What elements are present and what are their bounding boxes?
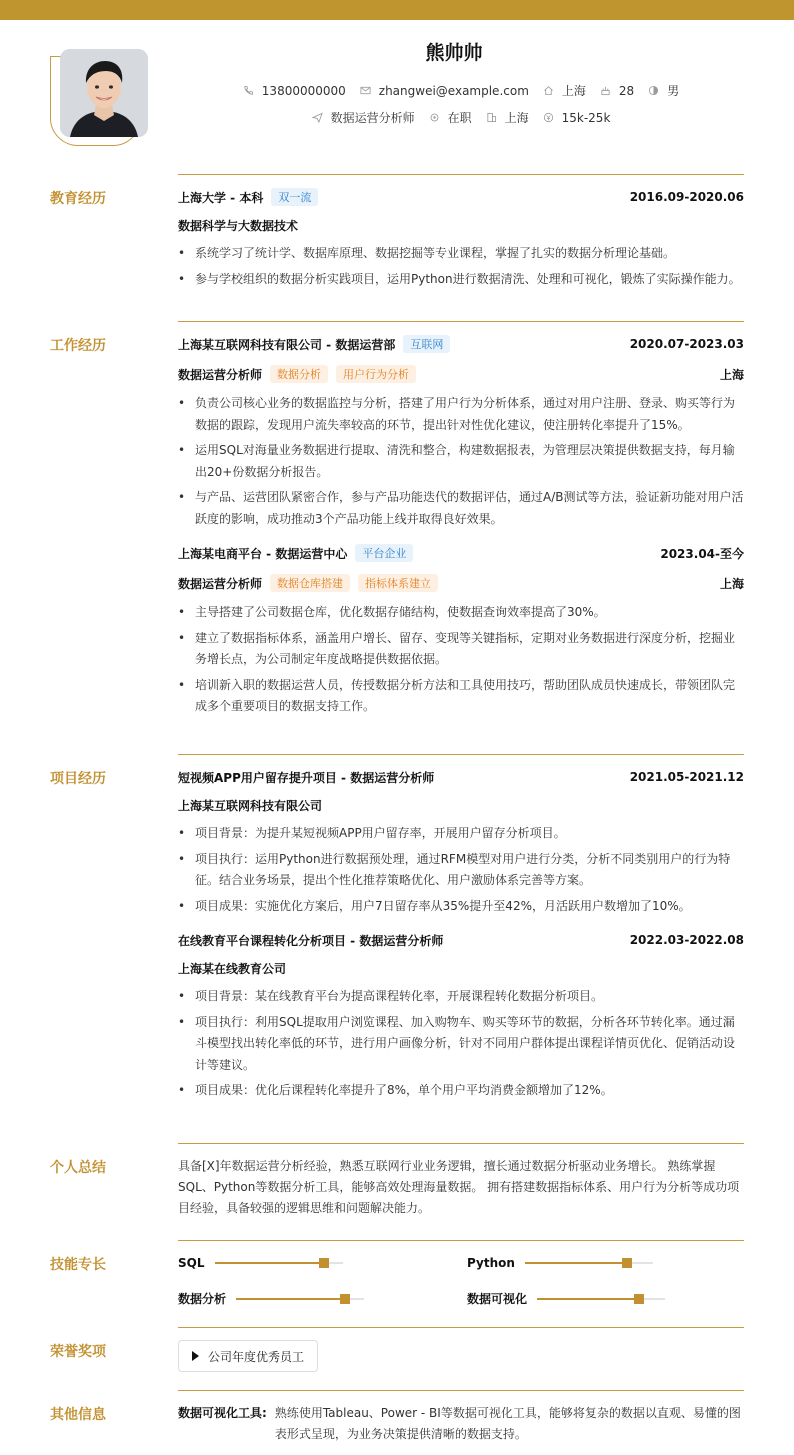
status-text: 在职 xyxy=(447,111,472,125)
list-item: • 与产品、运营团队紧密合作，参与产品功能迭代的数据评估，通过A/B测试等方法，验证新功能对用户活跃度的影响，成功推动3个产品功能上线并取得良好效果。 xyxy=(178,487,744,530)
skill-bar-knob xyxy=(634,1294,644,1304)
section-title: 其他信息 xyxy=(50,1407,106,1423)
skill-item xyxy=(467,1256,653,1270)
skill-bar-fill xyxy=(236,1298,345,1300)
skill-bar-fill xyxy=(537,1298,639,1300)
company-tag: 互联网 xyxy=(403,335,450,353)
position-item xyxy=(312,109,415,126)
section-title: 工作经历 xyxy=(50,338,106,354)
job-header xyxy=(178,543,744,563)
skill-name: SQL xyxy=(178,1256,205,1270)
list-item: • 项目背景：某在线教育平台为提高课程转化率，开展课程转化数据分析项目。 xyxy=(178,986,744,1008)
section-divider xyxy=(178,174,744,175)
skill-bar xyxy=(537,1298,665,1300)
skill-bar-fill xyxy=(525,1262,627,1264)
section-divider xyxy=(178,1390,744,1391)
job-location: 上海 xyxy=(719,367,744,382)
email-item xyxy=(360,84,529,98)
education-period: 2016.09-2020.06 xyxy=(629,190,744,204)
list-item: • 项目执行：利用SQL提取用户浏览课程、加入购物车、购买等环节的数据，分析各环节转化率。通过漏斗模型找出转化率低的环节，进行用户画像分析，针对不同用户群体提出课程详情页优化、促销活动设计等建议。 xyxy=(178,1012,744,1077)
phone-item xyxy=(243,84,346,98)
company-name: 上海某电商平台 - 数据运营中心 xyxy=(178,546,348,561)
education-bullets xyxy=(178,243,744,290)
school-tag: 双一流 xyxy=(271,188,318,206)
project-company: 上海某在线教育公司 xyxy=(178,962,287,976)
candidate-name: 熊帅帅 xyxy=(425,42,483,64)
other-info-item xyxy=(178,1403,744,1445)
role-row xyxy=(178,364,744,384)
skill-bar xyxy=(236,1298,364,1300)
project-period: 2021.05-2021.12 xyxy=(629,770,744,784)
list-item: • 建立了数据指标体系，涵盖用户增长、留存、变现等关键指标，定期对业务数据进行深度分析，挖掘业务增长点，为公司制定年度战略提供数据依据。 xyxy=(178,628,744,671)
company-tag: 平台企业 xyxy=(355,544,413,562)
list-item: • 项目执行：运用Python进行数据预处理，通过RFM模型对用户进行分类，分析不同类别用户的行为特征。结合业务场景，提出个性化推荐策略优化、用户激励体系完善等方案。 xyxy=(178,849,744,892)
list-item: • 主导搭建了公司数据仓库，优化数据存储结构，使数据查询效率提高了30%。 xyxy=(178,602,744,624)
building-icon xyxy=(486,112,497,123)
education-header xyxy=(178,187,744,207)
skill-bar xyxy=(525,1262,653,1264)
location-text: 上海 xyxy=(561,84,586,98)
skill-name: Python xyxy=(467,1256,515,1270)
project-bullets xyxy=(178,986,744,1102)
job-intent-row xyxy=(178,109,744,126)
gender-item xyxy=(648,82,679,99)
skill-item xyxy=(467,1290,665,1307)
status-item xyxy=(429,109,472,126)
list-item: • 项目成果：实施优化方案后，用户7日留存率从35%提升至42%，月活跃用户数增加了10%。 xyxy=(178,896,744,918)
skill-name: 数据分析 xyxy=(178,1292,227,1306)
project-name: 在线教育平台课程转化分析项目 - 数据运营分析师 xyxy=(178,933,444,948)
project-company: 上海某互联网科技有限公司 xyxy=(178,799,323,813)
skill-bar-knob xyxy=(622,1258,632,1268)
role-name: 数据运营分析师 xyxy=(178,576,263,591)
role-row xyxy=(178,573,744,593)
role-name: 数据运营分析师 xyxy=(178,367,263,382)
home-icon xyxy=(543,85,554,96)
section-title: 项目经历 xyxy=(50,771,106,787)
triangle-right-icon xyxy=(192,1351,199,1361)
skill-name: 数据可视化 xyxy=(467,1292,528,1306)
contact-row xyxy=(178,82,744,99)
list-item: • 运用SQL对海量业务数据进行提取、清洗和整合，构建数据报表，为管理层决策提供数据支持，每月输出20+份数据分析报告。 xyxy=(178,440,744,483)
section-title: 荣誉奖项 xyxy=(50,1344,106,1360)
section-divider xyxy=(178,1143,744,1144)
send-icon xyxy=(312,112,323,123)
list-item: • 负责公司核心业务的数据监控与分析，搭建了用户行为分析体系，通过对用户注册、登录、购买等行为数据的跟踪，发现用户流失率较高的环节，提出针对性优化建议，使注册转化率提升了15%。 xyxy=(178,393,744,436)
summary-text: 具备[X]年数据运营分析经验，熟悉互联网行业业务逻辑，擅长通过数据分析驱动业务增长。 熟练掌握SQL、Python等数据分析工具，能够高效处理海量数据。 拥有搭建数据指标体系、用户行为分析等成功项目经验，具备较强的逻辑思维和问题解决能力。 xyxy=(178,1159,740,1215)
city-text: 上海 xyxy=(504,111,529,125)
coin-icon xyxy=(543,112,554,123)
job-period: 2023.04-至今 xyxy=(660,546,744,561)
age-item xyxy=(600,84,634,98)
project-bullets xyxy=(178,823,744,917)
role-tag: 数据分析 xyxy=(270,365,328,383)
gender-icon xyxy=(648,85,659,96)
section-divider xyxy=(178,754,744,755)
section-title: 技能专长 xyxy=(50,1257,106,1273)
list-item: • 项目背景：为提升某短视频APP用户留存率，开展用户留存分析项目。 xyxy=(178,823,744,845)
other-info-value: 熟练使用Tableau、Power - BI等数据可视化工具，能够将复杂的数据以直观、易懂的图表形式呈现，为业务决策提供清晰的数据支持。 xyxy=(274,1406,741,1441)
skill-item xyxy=(178,1290,364,1307)
section-divider xyxy=(178,321,744,322)
skill-bar xyxy=(215,1262,343,1264)
list-item: • 系统学习了统计学、数据库原理、数据挖掘等专业课程，掌握了扎实的数据分析理论基础。 xyxy=(178,243,744,265)
job-bullets xyxy=(178,602,744,718)
award-item xyxy=(178,1340,318,1372)
salary-item xyxy=(543,111,611,125)
section-divider xyxy=(178,1327,744,1328)
age-text: 28 xyxy=(618,83,635,98)
position-text: 数据运营分析师 xyxy=(330,111,415,125)
job-header xyxy=(178,334,744,354)
skill-bar-knob xyxy=(340,1294,350,1304)
email-text: zhangwei@example.com xyxy=(378,83,529,98)
job-period: 2020.07-2023.03 xyxy=(629,337,744,351)
skill-item xyxy=(178,1256,343,1270)
location-item xyxy=(543,82,586,99)
photo-frame xyxy=(50,56,141,146)
list-item: • 项目成果：优化后课程转化率提升了8%，单个用户平均消费金额增加了12%。 xyxy=(178,1080,744,1102)
award-name: 公司年度优秀员工 xyxy=(208,1349,305,1364)
section-title: 个人总结 xyxy=(50,1160,106,1176)
skill-bar-knob xyxy=(319,1258,329,1268)
major-name: 数据科学与大数据技术 xyxy=(178,219,299,233)
list-item: • 参与学校组织的数据分析实践项目，运用Python进行数据清洗、处理和可视化，锻炼了实际操作能力。 xyxy=(178,269,744,291)
school-name: 上海大学 - 本科 xyxy=(178,190,264,205)
project-period: 2022.03-2022.08 xyxy=(629,933,744,947)
job-location: 上海 xyxy=(719,576,744,591)
salary-text: 15k-25k xyxy=(561,110,611,125)
section-title: 教育经历 xyxy=(50,191,106,207)
role-tag: 用户行为分析 xyxy=(336,365,416,383)
gender-text: 男 xyxy=(667,84,680,98)
phone-icon xyxy=(243,85,254,96)
project-header xyxy=(178,767,744,787)
top-accent-bar xyxy=(0,0,794,20)
phone-text: 13800000000 xyxy=(261,83,346,98)
cake-icon xyxy=(600,85,611,96)
skill-bar-fill xyxy=(215,1262,324,1264)
city-item xyxy=(486,109,529,126)
project-name: 短视频APP用户留存提升项目 - 数据运营分析师 xyxy=(178,770,435,785)
company-name: 上海某互联网科技有限公司 - 数据运营部 xyxy=(178,337,396,352)
project-header xyxy=(178,930,744,950)
role-tag: 数据仓库搭建 xyxy=(270,574,350,592)
list-item: • 培训新入职的数据运营人员，传授数据分析方法和工具使用技巧，帮助团队成员快速成长，带领团队完成多个重要项目的数据支持工作。 xyxy=(178,675,744,718)
mail-icon xyxy=(360,85,371,96)
other-info-key: 数据可视化工具: xyxy=(178,1406,267,1420)
role-tag: 指标体系建立 xyxy=(358,574,438,592)
job-bullets xyxy=(178,393,744,530)
status-icon xyxy=(429,112,440,123)
